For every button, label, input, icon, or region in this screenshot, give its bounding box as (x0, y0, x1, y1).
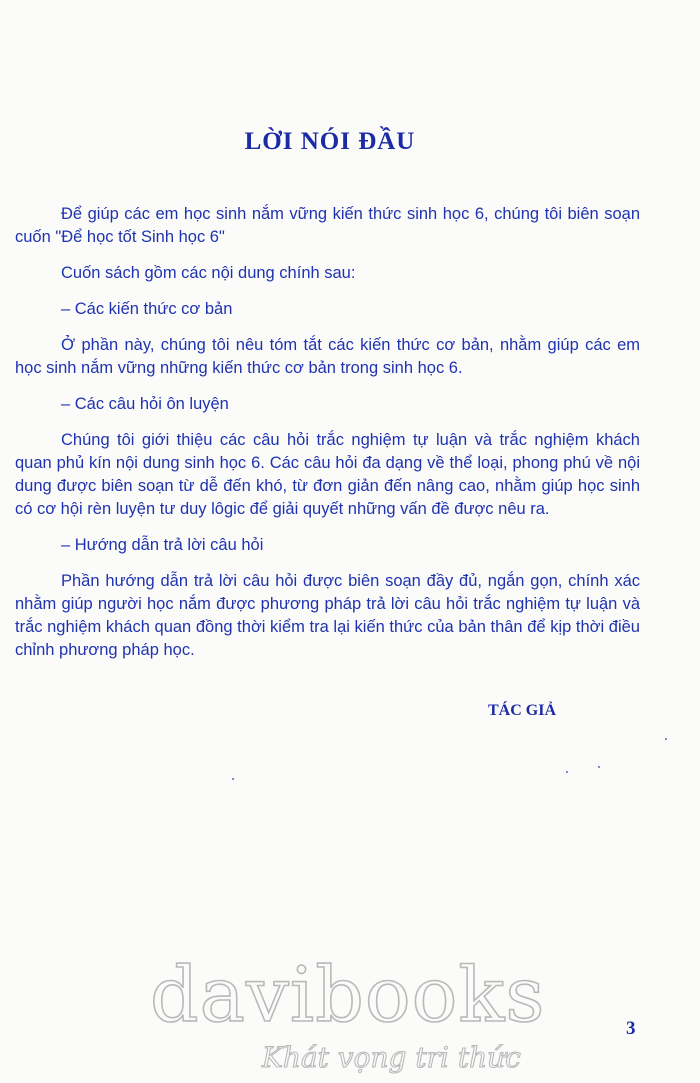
author-signature: TÁC GIẢ (488, 702, 557, 719)
preface-body (15, 203, 640, 662)
paragraph-answer-guide: Phần hướng dẫn trả lời câu hỏi được biên soạn đầy đủ, ngắn gọn, chính xác nhằm giúp người học nắm được phương pháp trả lời câu hỏi trắc nghiệm tự luận và trắc nghiệm khách quan đồng thời kiểm tra lại kiến thức của bản thân để kịp thời điều chỉnh phương pháp học. (15, 572, 640, 659)
section-heading-review-questions: – Các câu hỏi ôn luyện (61, 395, 229, 413)
paragraph-review-questions: Chúng tôi giới thiệu các câu hỏi trắc nghiệm tự luận và trắc nghiệm khách quan phủ kín nội dung sinh học 6. Các câu hỏi đa dạng về thể loại, phong phú về nội dung được biên soạn từ dễ đến khó, từ đơn giản đến nâng cao, nhằm giúp học sinh có cơ hội rèn luyện tư duy lôgic để giải quyết những vấn đề được nêu ra. (15, 431, 640, 518)
page-number: 3 (626, 1018, 636, 1039)
scan-speck (232, 778, 234, 780)
watermark-logo: davibooks (150, 950, 546, 1039)
section-heading-answer-guide: – Hướng dẫn trả lời câu hỏi (61, 536, 264, 554)
paragraph-contents-intro: Cuốn sách gồm các nội dung chính sau: (61, 264, 356, 282)
scan-speck (598, 766, 600, 768)
watermark-slogan: Khát vọng tri thức (262, 1041, 521, 1074)
section-heading-basic-knowledge: – Các kiến thức cơ bản (61, 300, 233, 318)
scan-speck (566, 771, 568, 773)
paragraph-intro: Để giúp các em học sinh nắm vững kiến thức sinh học 6, chúng tôi biên soạn cuốn "Để học tốt Sinh học 6" (15, 205, 640, 246)
scan-speck (665, 738, 667, 740)
paragraph-basic-knowledge: Ở phần này, chúng tôi nêu tóm tắt các kiến thức cơ bản, nhằm giúp các em học sinh nắm vững những kiến thức cơ bản trong sinh học 6. (15, 336, 640, 377)
page-title: LỜI NÓI ĐẦU (244, 128, 416, 155)
